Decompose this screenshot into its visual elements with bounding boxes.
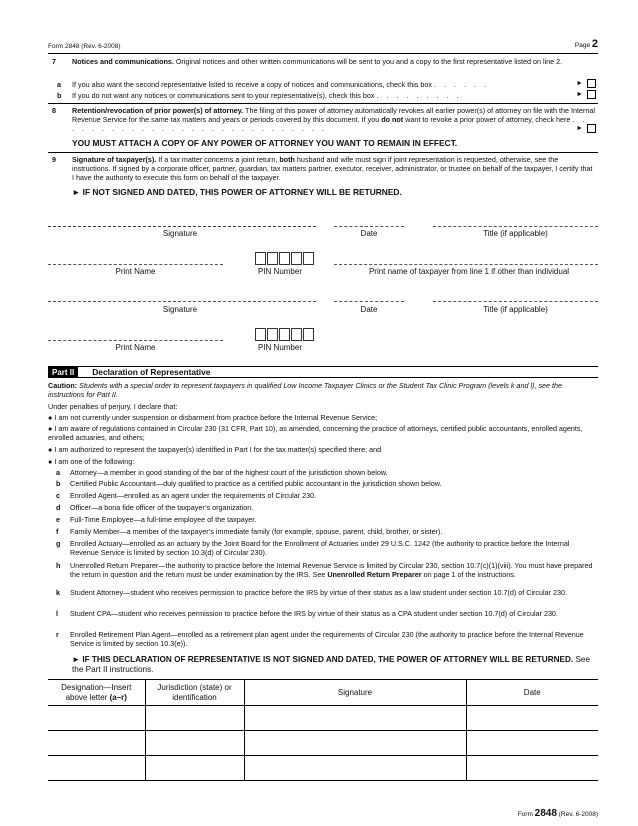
- jurisdiction-cell[interactable]: [145, 706, 244, 731]
- table-header-row: [48, 680, 598, 706]
- page-header: [48, 37, 598, 54]
- part-ii-header: [48, 366, 598, 378]
- date-label: Date: [360, 229, 378, 238]
- form-id: Form 2848 (Rev. 6-2008): [48, 43, 121, 51]
- print-taxpayer-label: Print name of taxpayer from line 1 if other than individual: [368, 267, 570, 276]
- item-7b-key: b: [57, 91, 62, 100]
- item-9-text: Signature of taxpayer(s). If a tax matter concerns a joint return, both husband and wife must sign if joint representation is requested, otherwise, see the instructions. If signed by a corporate officer, partner, guardian, tax matters partner, executor, receiver, administrator, or trustee on behalf of the taxpayer, I certify that I have the authority to execute this form on behalf of the taxpayer.: [72, 155, 593, 182]
- pin-label: PIN Number: [257, 343, 302, 352]
- page-number: Page 2: [574, 37, 598, 50]
- title-line[interactable]: [433, 226, 598, 227]
- title-line[interactable]: [433, 301, 598, 302]
- designation-cell[interactable]: [48, 731, 145, 756]
- pin-boxes[interactable]: [255, 252, 314, 265]
- representative-table: [48, 679, 598, 781]
- item-8-text: Retention/revocation of prior power(s) of attorney. The filing of this power of attorney automatically revokes all earlier power(s) of attorney on file with the Internal Revenue Service for the same tax matters and years or periods covered by this document. If you do not want to revoke a prior power of attorney, check here . . . . . . . . . . . . . . . . . . . . . . . . . . . .: [72, 106, 596, 133]
- part-ii-tag: Part II: [48, 367, 78, 378]
- date-line[interactable]: [334, 226, 404, 227]
- signature-line[interactable]: [48, 301, 316, 302]
- col-signature: Signature: [244, 680, 466, 706]
- signature-line[interactable]: [48, 226, 316, 227]
- item-7b-text: If you do not want any notices or communications sent to your representative(s), check this box . . . . . . . . .: [72, 91, 462, 100]
- pin-label: PIN Number: [257, 267, 302, 276]
- print-name-label: Print Name: [115, 267, 156, 276]
- item-8-checkbox[interactable]: [587, 124, 596, 133]
- title-label: Title (if applicable): [483, 229, 548, 238]
- item-7b-checkbox[interactable]: [587, 90, 596, 99]
- jurisdiction-cell[interactable]: [145, 731, 244, 756]
- bullet-item: ● I am not currently under suspension or disbarment from practice before the Internal Revenue Service;: [48, 413, 378, 422]
- part-ii-warning: ► IF THIS DECLARATION OF REPRESENTATIVE IS NOT SIGNED AND DATED, THE POWER OF ATTORNEY WILL BE RETURNED. See the Part II instructions.: [72, 655, 591, 674]
- item-7-number: 7: [52, 57, 56, 66]
- item-8-number: 8: [52, 106, 56, 115]
- pin-boxes[interactable]: [255, 328, 314, 341]
- table-row: [48, 731, 598, 756]
- caution-text: Caution: Students with a special order to represent taxpayers in qualified Low Income Taxpayer Clinics or the Student Tax Clinic Program (levels k and l), see the instructions for Part II.: [48, 381, 563, 399]
- bullet-item: ● I am authorized to represent the taxpayer(s) identified in Part I for the tax matter(s) specified there; and: [48, 445, 382, 454]
- signature-cell[interactable]: [244, 731, 466, 756]
- perjury-text: Under penalties of perjury, I declare that:: [48, 402, 178, 411]
- col-jurisdiction: Jurisdiction (state) or identification: [145, 680, 244, 706]
- print-name-label: Print Name: [115, 343, 156, 352]
- item-9-warning: ► IF NOT SIGNED AND DATED, THIS POWER OF ATTORNEY WILL BE RETURNED.: [72, 187, 402, 197]
- bullet-item: ● I am one of the following:: [48, 457, 135, 466]
- signature-cell[interactable]: [244, 756, 466, 781]
- arrow-icon: ►: [576, 80, 583, 87]
- signature-cell[interactable]: [244, 706, 466, 731]
- item-7a-text: If you also want the second representative listed to receive a copy of notices and communications, check this box . . . . . .: [72, 80, 489, 89]
- designation-cell[interactable]: [48, 756, 145, 781]
- title-label: Title (if applicable): [483, 305, 548, 314]
- date-cell[interactable]: [466, 756, 598, 781]
- divider: [48, 103, 598, 104]
- designation-cell[interactable]: [48, 706, 145, 731]
- item-7a-key: a: [57, 80, 61, 89]
- signature-label: Signature: [162, 229, 198, 238]
- date-cell[interactable]: [466, 706, 598, 731]
- print-taxpayer-line[interactable]: [334, 264, 598, 265]
- col-designation: Designation—Insert above letter (a–r): [48, 680, 145, 706]
- arrow-icon: ►: [576, 125, 583, 132]
- item-9-number: 9: [52, 155, 56, 164]
- item-7-text: Notices and communications. Original notices and other written communications will be sent to you and a copy to the first representative listed on line 2.: [72, 57, 563, 66]
- page-footer: Form 2848 (Rev. 6-2008): [517, 808, 598, 819]
- form-page: Form 2848 (Rev. 6-2008) Page 2 7 Notices and communications. Original notices and other written communications will be sent to you and a copy to the first representative listed on line 2. a If you also want the second representative listed to receive a copy of notices and communications, check this box . . . . . . ► b If you do not want any notices or communications sent to your representative(s), check this box . . . . . . . . . ► 8 Retention/revocation of prior power(s) of attorney. The filing of this power of attorney automatically revokes all earlier power(s) of attorney on file with the Internal Revenue Service for the same tax matters and years or periods covered by this document. If you do not want to revoke a prior power of attorney, check here . . . . . . . . . . . . . . . . . . . . . . . . . . . . ► YOU MUST ATTACH A COPY OF ANY POWER OF ATTORNEY YOU WANT TO REMAIN IN EFFECT. 9 Signature of taxpayer(s). If a tax matter concerns a joint return, both husband and wife must sign if joint representation is requested, otherwise, see the instructions. If signed by a corporate officer, partner, guardian, tax matters partner, executor, receiver, administrator, or trustee on behalf of the taxpayer, I certify that I have the authority to execute this form on behalf of the taxpayer. ► IF NOT SIGNED AND DATED, THIS POWER OF ATTORNEY WILL BE RETURNED. Signature Date Title (if applicable) Print Name PIN Number Print name of taxpayer from line 1 if other than individual Signature Date Title (if applicable) Print Name PIN Number Part II Declaration of Representative Caution: Students with a special order to represent taxpayers in qualified Low Income Taxpayer Clinics or the Student Tax Clinic Program (levels k and l), see the instructions for Part II. Under penalties of perjury, I declare that: ● I am not currently under suspension or disbarment from practice before the Internal Revenue Service; ● I am aware of regulations contained in Circular 230 (31 CFR, Part 10), as amended, concerning the practice of attorneys, certified public accountants, enrolled agents, enrolled actuaries, and others; ● I am authorized to represent the taxpayer(s) identified in Part I for the tax matter(s) specified there; and ● I am one of the following: a Attorney—a member in good standing of the bar of the highest court of the jurisdiction shown below. b Certified Public Accountant—duly qualified to practice as a certified public accountant in the jurisdiction shown below. c Enrolled Agent—enrolled as an agent under the requirements of Circular 230. d Officer—a bona fide officer of the taxpayer’s organization. e Full-Time Employee—a full-time employee of the taxpayer. f Family Member—a member of the taxpayer’s immediate family (for example, spouse, parent, child, brother, or sister). g Enrolled Actuary—enrolled as an actuary by the Joint Board for the Enrollment of Actuaries under 29 U.S.C. 1242 (the authority to practice before the Internal Revenue Service is limited by section 10.3(d) of Circular 230). h Unenrolled Return Preparer—the authority to practice before the Internal Revenue Service is limited by Circular 230, section 10.7(c)(1)(viii). You must have prepared the return in question and the return must be under examination by the IRS. See Unenrolled Return Preparer on page 1 of the instructions. k Student Attorney—student who receives permission to practice before the IRS by virtue of their status as a law student under section 10.7(d) of Circular 230. l Student CPA—student who receives permission to practice before the IRS by virtue of their status as a CPA student under section 10.7(d) of Circular 230. r Enrolled Retirement Plan Agent—enrolled as a retirement plan agent under the requirements of Circular 230 (the authority to practice before the Internal Revenue Service is limited by section 10.3(e)). ► IF THIS DECLARATION OF REPRESENTATIVE IS NOT SIGNED AND DATED, THE POWER OF ATTORNEY WILL BE RETURNED. See the Part II instructions. Designation—Insert above letter (a–r) Jurisdiction (state) or identification Signature Date Form 2848 (Rev. 6-2008): [0, 0, 638, 826]
- item-8-warning: YOU MUST ATTACH A COPY OF ANY POWER OF ATTORNEY YOU WANT TO REMAIN IN EFFECT.: [72, 138, 458, 148]
- print-name-line[interactable]: [48, 264, 223, 265]
- jurisdiction-cell[interactable]: [145, 756, 244, 781]
- date-cell[interactable]: [466, 731, 598, 756]
- date-line[interactable]: [334, 301, 404, 302]
- print-name-line[interactable]: [48, 340, 223, 341]
- signature-label: Signature: [162, 305, 198, 314]
- bullet-item: ● I am aware of regulations contained in Circular 230 (31 CFR, Part 10), as amended, concerning the practice of attorneys, certified public accountants, enrolled agents, enrolled actuaries, and others;: [48, 424, 583, 442]
- col-date: Date: [466, 680, 598, 706]
- date-label: Date: [360, 305, 378, 314]
- arrow-icon: ►: [576, 91, 583, 98]
- table-row: [48, 706, 598, 731]
- part-ii-title: Declaration of Representative: [92, 366, 211, 377]
- divider: [48, 152, 598, 153]
- item-7a-checkbox[interactable]: [587, 79, 596, 88]
- table-row: [48, 756, 598, 781]
